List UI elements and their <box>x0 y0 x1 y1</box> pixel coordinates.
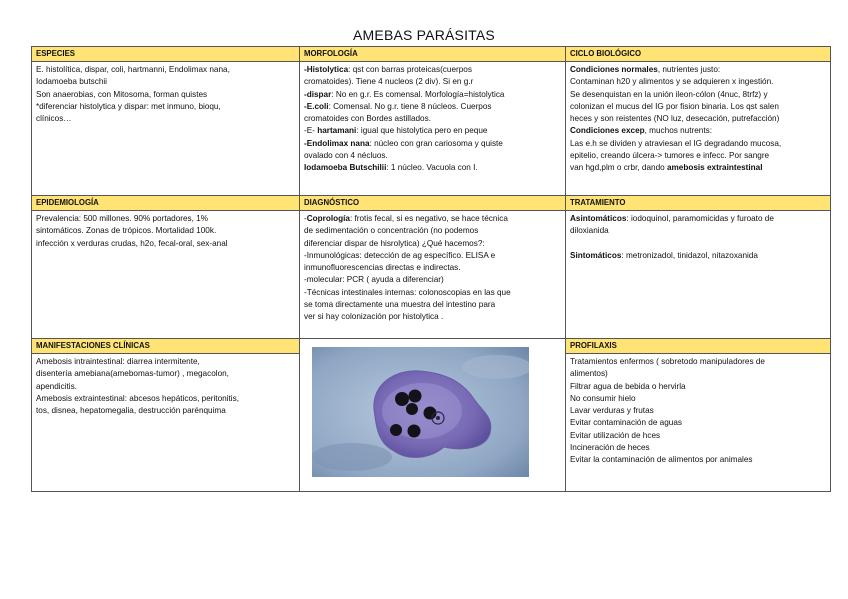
header-row-1 <box>32 47 831 62</box>
morfologia-coli: -E.coli: Comensal. No g.r. tiene 8 núcleos. Cuerpos <box>304 101 492 111</box>
especies-line: E. histolítica, dispar, coli, hartmanni, Endolimax nana, <box>36 65 230 74</box>
ciclo-line: epitelio, creando úlcera-> tumores e infecc. Por sangre <box>570 151 770 161</box>
content-row-2 <box>32 211 831 339</box>
ciclo-excep: Condiciones excep, muchos nutrents: <box>570 126 712 136</box>
profilaxis-item: Filtrar agua de bebida o hervirla <box>570 381 686 391</box>
especies-line: Iodamoeba butschii <box>36 77 108 87</box>
epidemiologia-header: EPIDEMIOLOGÍA <box>32 196 300 211</box>
ciclo-line: Las e.h se dividen y atraviesan el IG degradando mucosa, <box>570 138 782 148</box>
morfologia-histolytica: -Histolytica: qst con barras proteicas(cuerpos <box>304 65 472 74</box>
ameba-micrograph-image <box>312 347 529 477</box>
especies-line: clínicos… <box>36 114 72 124</box>
profilaxis-header: PROFILAXIS <box>566 339 831 354</box>
epidemiologia-line: Prevalencia: 500 millones. 90% portadores, 1% <box>36 214 209 223</box>
especies-line: *diferenciar histolytica y dispar: met inmuno, bioqu, <box>36 101 221 111</box>
epidemiologia-line: infección x verduras crudas, h2o, fecal-oral, sex-anal <box>36 238 228 248</box>
morfologia-hartmani: -E- hartamani: igual que histolytica pero en peque <box>304 126 488 136</box>
ciclo-line: colonizan el mucus del IG por fision binaria. Los qst salen <box>570 101 779 111</box>
profilaxis-item: Evitar la contaminación de alimentos por animales <box>570 455 753 465</box>
profilaxis-item: Lavar verduras y frutas <box>570 406 654 416</box>
diagnostico-line: -Técnicas intestinales internas: colonoscopias en las que <box>304 287 511 297</box>
diagnostico-line: -molecular: PCR ( ayuda a diferenciar) <box>304 275 444 285</box>
profilaxis-item: Evitar contaminación de aguas <box>570 418 682 428</box>
content-row-1 <box>32 62 831 196</box>
ciclo-cell <box>566 62 831 196</box>
diagnostico-cell <box>300 211 566 339</box>
page-title: AMEBAS PARÁSITAS <box>353 27 495 43</box>
manifestaciones-cell <box>32 354 300 492</box>
tratamiento-asintomaticos: Asintomáticos: iodoquinol, paramomicidas y furoato de <box>570 214 774 223</box>
manifestaciones-header: MANIFESTACIONES CLÍNICAS <box>32 339 300 354</box>
ciclo-line: Se desenquistan en la unión ileon-cólon (4nuc, 8trfz) y <box>570 89 768 99</box>
profilaxis-item: Evitar utilización de hces <box>570 430 661 440</box>
especies-cell <box>32 62 300 196</box>
epidemiologia-line: sintomáticos. Zonas de trópicos. Mortalidad 100k. <box>36 226 217 236</box>
profilaxis-cell <box>566 354 831 492</box>
header-row-2 <box>32 196 831 211</box>
morfologia-cell <box>300 62 566 196</box>
ciclo-line: heces y son reistentes (NO luz, desecación, putrefacción) <box>570 114 780 124</box>
diagnostico-line: -Inmunológicas: detección de ag específico. ELISA e <box>304 250 496 260</box>
ciclo-line: Contaminan h20 y alimentos y se adquieren x ingestión. <box>570 77 774 87</box>
ciclo-normal: Condiciones normales, nutrientes justo: <box>570 65 721 74</box>
especies-header: ESPECIES <box>32 47 300 62</box>
profilaxis-item: Incineración de heces <box>570 443 650 453</box>
manifestaciones-line: disentería amebiana(amebomas-tumor) , megacolon, <box>36 369 229 379</box>
epidemiologia-cell <box>32 211 300 339</box>
diagnostico-line: diferenciar dispar de hisrolytica) ¿Qué hacemos?: <box>304 238 485 248</box>
morfologia-line: cromatoides con Bordes astillados. <box>304 114 431 124</box>
manifestaciones-line: Amebosis extraintestinal: abcesos hepáticos, peritonitis, <box>36 393 239 403</box>
profilaxis-item: No consumir hielo <box>570 393 636 403</box>
ciclo-header: CICLO BIOLÓGICO <box>566 47 831 62</box>
amebas-table <box>31 46 831 492</box>
tratamiento-cell <box>566 211 831 339</box>
diagnostico-coprologia: -Coprología: frotis fecal, si es negativo, se hace técnica <box>304 214 508 223</box>
morfologia-endolimax: -Endolimax nana: núcleo con gran cariosoma y quiste <box>304 138 503 148</box>
profilaxis-item: alimentos) <box>570 369 608 379</box>
manifestaciones-line: apendicitis. <box>36 381 77 391</box>
especies-line: Son anaerobias, con Mitosoma, forman quistes <box>36 89 208 99</box>
diagnostico-line: de sedimentación o concentración (no podemos <box>304 226 479 236</box>
morfologia-dispar: -dispar: No en g.r. Es comensal. Morfología=histolytica <box>304 89 505 99</box>
ciclo-last: van hgd,plm o crbr, dando amebosis extraintestinal <box>570 163 763 173</box>
diagnostico-line: ver si hay colonización por histolytica . <box>304 312 444 322</box>
header-row-3 <box>32 339 831 354</box>
morfologia-iodamoeba: Iodamoeba Butschilii: 1 núcleo. Vacuola con I. <box>304 163 478 173</box>
manifestaciones-line: tos, disnea, hepatomegalia, destrucción parénquima <box>36 406 226 416</box>
micrograph-cell <box>300 339 566 492</box>
tratamiento-line: diloxianida <box>570 226 609 236</box>
profilaxis-item: Tratamientos enfermos ( sobretodo manipuladores de <box>570 357 765 366</box>
morfologia-line: cromatoides). Tiene 4 nucleos (2 div). Si en g.r <box>304 77 474 87</box>
tratamiento-sintomaticos: Sintomáticos: metronizadol, tinidazol, nitazoxanida <box>570 250 758 260</box>
tratamiento-header: TRATAMIENTO <box>566 196 831 211</box>
morfologia-header: MORFOLOGÍA <box>300 47 566 62</box>
morfologia-line: ovalado con 4 nécluos. <box>304 151 388 161</box>
diagnostico-line: se toma directamente una muestra del intestino para <box>304 300 496 310</box>
diagnostico-header: DIAGNÓSTICO <box>300 196 566 211</box>
diagnostico-line: inmunofluorescencias directas e indirectas. <box>304 263 461 273</box>
manifestaciones-line: Amebosis intraintestinal: diarrea intermitente, <box>36 357 200 366</box>
